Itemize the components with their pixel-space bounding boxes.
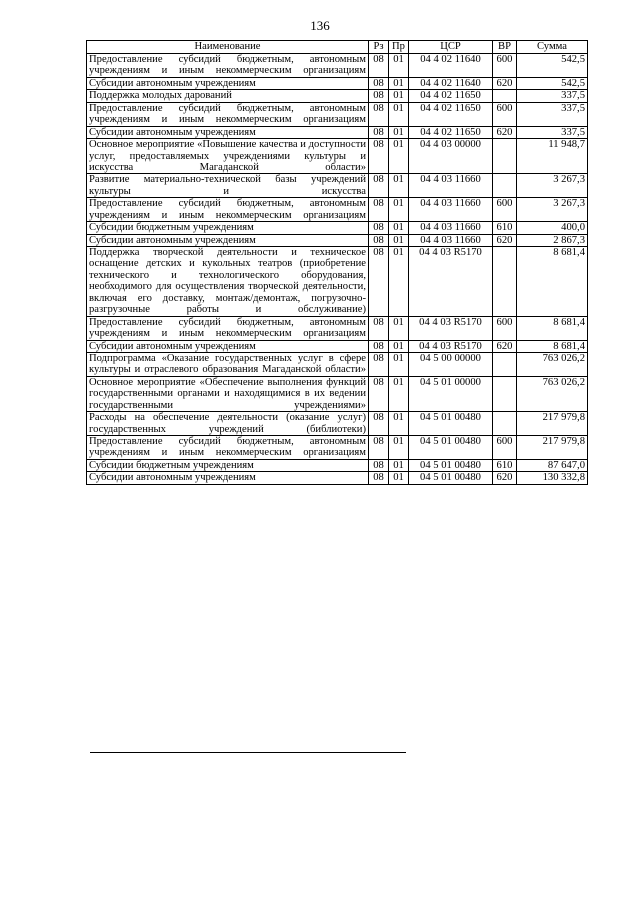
row-csr: 04 5 01 00480 — [409, 412, 493, 436]
row-pr: 01 — [389, 234, 409, 246]
row-csr: 04 4 02 11640 — [409, 77, 493, 89]
row-pr: 01 — [389, 139, 409, 174]
row-rz: 08 — [369, 472, 389, 484]
row-sum: 8 681,4 — [517, 316, 588, 340]
table-row — [87, 352, 588, 376]
row-name: Основное мероприятие «Обеспечение выполнения функций государственными органами и находящимися в их ведении государственными учреждениями» — [87, 376, 369, 411]
row-name: Развитие материально-технической базы учреждений культуры и искусства — [87, 174, 369, 198]
row-vr: 620 — [493, 472, 517, 484]
row-sum: 217 979,8 — [517, 436, 588, 460]
row-name: Субсидии бюджетным учреждениям — [87, 222, 369, 234]
row-csr: 04 4 03 00000 — [409, 139, 493, 174]
row-name: Расходы на обеспечение деятельности (оказание услуг) государственных учреждений (библиотеки) — [87, 412, 369, 436]
row-sum: 11 948,7 — [517, 139, 588, 174]
row-rz: 08 — [369, 352, 389, 376]
row-pr: 01 — [389, 352, 409, 376]
row-sum: 87 647,0 — [517, 459, 588, 471]
row-pr: 01 — [389, 247, 409, 317]
row-vr — [493, 139, 517, 174]
row-sum: 8 681,4 — [517, 247, 588, 317]
table-row — [87, 174, 588, 198]
table-row — [87, 376, 588, 411]
row-csr: 04 4 02 11650 — [409, 102, 493, 126]
row-vr: 620 — [493, 77, 517, 89]
row-pr: 01 — [389, 222, 409, 234]
row-sum: 763 026,2 — [517, 376, 588, 411]
row-sum: 542,5 — [517, 54, 588, 78]
row-pr: 01 — [389, 459, 409, 471]
row-sum: 337,5 — [517, 102, 588, 126]
row-csr: 04 4 03 R5170 — [409, 340, 493, 352]
row-vr: 600 — [493, 102, 517, 126]
row-csr: 04 4 02 11650 — [409, 90, 493, 102]
row-rz: 08 — [369, 54, 389, 78]
header-vr: ВР — [493, 41, 517, 54]
row-name: Предоставление субсидий бюджетным, автономным учреждениям и иным некоммерческим организациям — [87, 198, 369, 222]
row-rz: 08 — [369, 234, 389, 246]
row-sum: 8 681,4 — [517, 340, 588, 352]
row-csr: 04 5 01 00480 — [409, 436, 493, 460]
row-name: Субсидии автономным учреждениям — [87, 340, 369, 352]
row-rz: 08 — [369, 90, 389, 102]
row-rz: 08 — [369, 126, 389, 138]
row-name: Предоставление субсидий бюджетным, автономным учреждениям и иным некоммерческим организациям — [87, 316, 369, 340]
row-rz: 08 — [369, 77, 389, 89]
table-row — [87, 126, 588, 138]
row-name: Предоставление субсидий бюджетным, автономным учреждениям и иным некоммерческим организациям — [87, 436, 369, 460]
row-csr: 04 4 03 11660 — [409, 174, 493, 198]
row-sum: 400,0 — [517, 222, 588, 234]
row-vr: 600 — [493, 316, 517, 340]
row-rz: 08 — [369, 222, 389, 234]
table-row — [87, 198, 588, 222]
row-pr: 01 — [389, 472, 409, 484]
row-pr: 01 — [389, 436, 409, 460]
header-rz: Рз — [369, 41, 389, 54]
row-name: Поддержка молодых дарований — [87, 90, 369, 102]
row-vr: 610 — [493, 222, 517, 234]
row-rz: 08 — [369, 102, 389, 126]
row-vr — [493, 247, 517, 317]
row-pr: 01 — [389, 102, 409, 126]
row-vr — [493, 376, 517, 411]
page-number: 136 — [310, 18, 330, 33]
table-row — [87, 234, 588, 246]
row-rz: 08 — [369, 340, 389, 352]
row-csr: 04 5 01 00480 — [409, 472, 493, 484]
row-name: Поддержка творческой деятельности и техническое оснащение детских и кукольных театров (приобретение технического и технологического оборудования, необходимого для осуществления творческой деятельности, включая его доставку, монтаж/демонтаж, погрузочно-разгрузочные работы и обслуживание) — [87, 247, 369, 317]
row-csr: 04 5 01 00480 — [409, 459, 493, 471]
row-pr: 01 — [389, 376, 409, 411]
table-row — [87, 459, 588, 471]
row-name: Субсидии автономным учреждениям — [87, 234, 369, 246]
table-row — [87, 77, 588, 89]
row-vr — [493, 352, 517, 376]
row-sum: 2 867,3 — [517, 234, 588, 246]
header-csr: ЦСР — [409, 41, 493, 54]
row-csr: 04 4 02 11640 — [409, 54, 493, 78]
row-csr: 04 4 03 11660 — [409, 198, 493, 222]
row-sum: 217 979,8 — [517, 412, 588, 436]
row-vr: 620 — [493, 340, 517, 352]
header-name: Наименование — [87, 41, 369, 54]
row-csr: 04 5 01 00000 — [409, 376, 493, 411]
table-row — [87, 54, 588, 78]
row-rz: 08 — [369, 412, 389, 436]
table-row — [87, 247, 588, 317]
row-name: Предоставление субсидий бюджетным, автономным учреждениям и иным некоммерческим организациям — [87, 102, 369, 126]
table-row — [87, 436, 588, 460]
row-pr: 01 — [389, 340, 409, 352]
row-rz: 08 — [369, 376, 389, 411]
table-row — [87, 472, 588, 484]
row-csr: 04 4 03 R5170 — [409, 316, 493, 340]
budget-table — [86, 40, 588, 485]
row-pr: 01 — [389, 90, 409, 102]
row-sum: 130 332,8 — [517, 472, 588, 484]
row-vr — [493, 174, 517, 198]
row-name: Субсидии бюджетным учреждениям — [87, 459, 369, 471]
row-vr — [493, 412, 517, 436]
row-csr: 04 4 02 11650 — [409, 126, 493, 138]
row-name: Субсидии автономным учреждениям — [87, 77, 369, 89]
row-pr: 01 — [389, 126, 409, 138]
row-sum: 3 267,3 — [517, 174, 588, 198]
row-sum: 763 026,2 — [517, 352, 588, 376]
row-vr — [493, 90, 517, 102]
table-row — [87, 412, 588, 436]
table-row — [87, 139, 588, 174]
row-vr: 610 — [493, 459, 517, 471]
table-row — [87, 222, 588, 234]
row-rz: 08 — [369, 316, 389, 340]
row-vr: 600 — [493, 436, 517, 460]
row-rz: 08 — [369, 459, 389, 471]
row-sum: 542,5 — [517, 77, 588, 89]
row-name: Основное мероприятие «Повышение качества и доступности услуг, предоставляемых учреждениями культуры и искусства Магаданской области» — [87, 139, 369, 174]
row-vr: 600 — [493, 198, 517, 222]
row-csr: 04 5 00 00000 — [409, 352, 493, 376]
row-pr: 01 — [389, 54, 409, 78]
row-pr: 01 — [389, 412, 409, 436]
row-rz: 08 — [369, 198, 389, 222]
row-rz: 08 — [369, 139, 389, 174]
row-pr: 01 — [389, 174, 409, 198]
header-sum: Сумма — [517, 41, 588, 54]
row-name: Субсидии автономным учреждениям — [87, 472, 369, 484]
row-vr: 600 — [493, 54, 517, 78]
header-pr: Пр — [389, 41, 409, 54]
row-csr: 04 4 03 11660 — [409, 222, 493, 234]
table-row — [87, 102, 588, 126]
row-sum: 3 267,3 — [517, 198, 588, 222]
footnote-divider — [90, 752, 406, 753]
row-rz: 08 — [369, 174, 389, 198]
row-sum: 337,5 — [517, 126, 588, 138]
row-vr: 620 — [493, 234, 517, 246]
row-pr: 01 — [389, 77, 409, 89]
row-name: Предоставление субсидий бюджетным, автономным учреждениям и иным некоммерческим организациям — [87, 54, 369, 78]
row-pr: 01 — [389, 316, 409, 340]
row-vr: 620 — [493, 126, 517, 138]
row-csr: 04 4 03 11660 — [409, 234, 493, 246]
row-rz: 08 — [369, 247, 389, 317]
table-row — [87, 316, 588, 340]
table-row — [87, 90, 588, 102]
row-name: Субсидии автономным учреждениям — [87, 126, 369, 138]
table-row — [87, 340, 588, 352]
row-rz: 08 — [369, 436, 389, 460]
row-csr: 04 4 03 R5170 — [409, 247, 493, 317]
row-sum: 337,5 — [517, 90, 588, 102]
row-pr: 01 — [389, 198, 409, 222]
table-header-row — [87, 41, 588, 54]
row-name: Подпрограмма «Оказание государственных услуг в сфере культуры и отраслевого образования Магаданской области» — [87, 352, 369, 376]
